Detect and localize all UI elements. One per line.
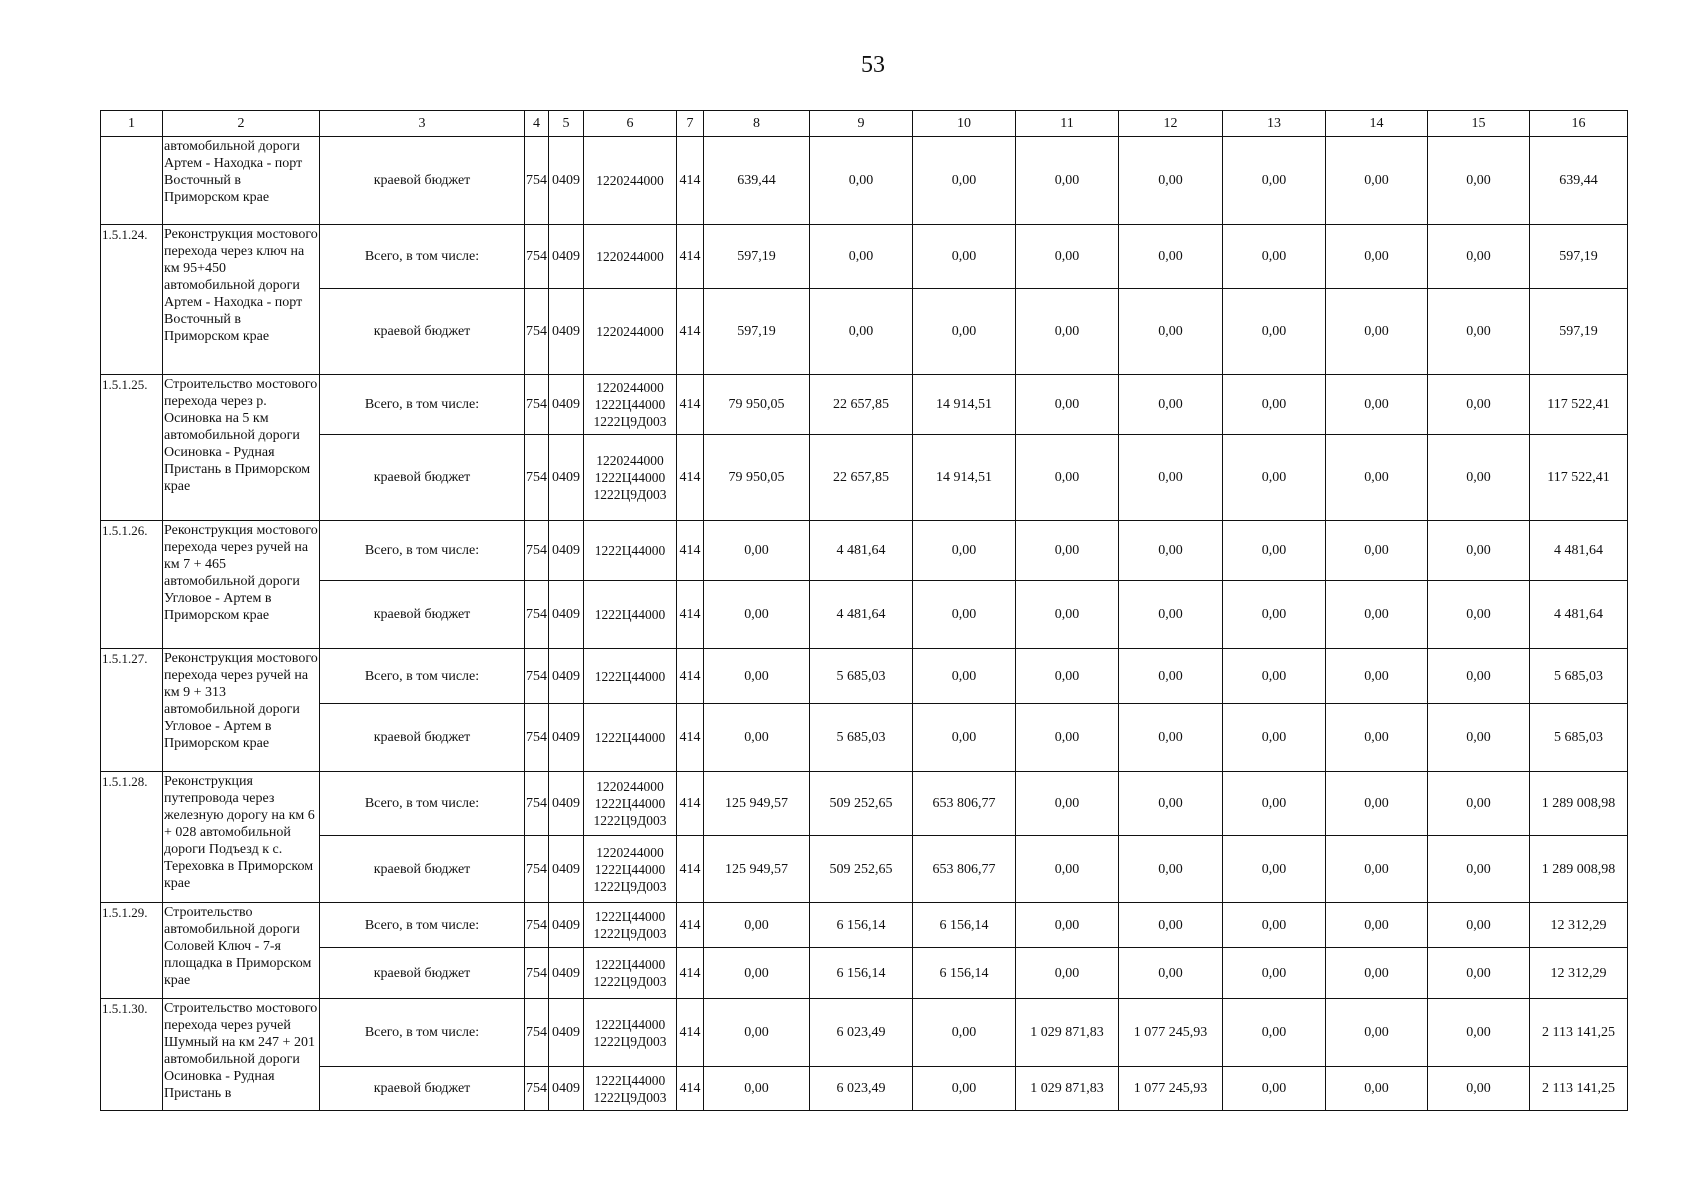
amount-col-14: 0,00 [1326, 435, 1428, 521]
amount-col-11: 0,00 [1016, 521, 1119, 581]
amount-col-15: 0,00 [1428, 772, 1530, 836]
code-section: 0409 [549, 137, 584, 225]
amount-col-14: 0,00 [1326, 1067, 1428, 1111]
item-description: Реконструкция путепровода через железную дорогу на км 6 + 028 автомобильной дороги Подъезд к с. Тереховка в Приморском крае [163, 772, 320, 903]
amount-col-9: 5 685,03 [810, 649, 913, 704]
amount-col-12: 0,00 [1119, 772, 1223, 836]
code-department: 754 [525, 999, 549, 1067]
table-row [101, 225, 1628, 289]
amount-col-11: 0,00 [1016, 225, 1119, 289]
item-description: Реконструкция мостового перехода через ручей на км 7 + 465 автомобильной дороги Угловое - Артем в Приморском крае [163, 521, 320, 649]
item-number: 1.5.1.27. [101, 649, 163, 772]
code-department: 754 [525, 836, 549, 903]
column-header-13: 13 [1223, 111, 1326, 137]
item-description: Реконструкция мостового перехода через ключ на км 95+450 автомобильной дороги Артем - Находка - порт Восточный в Приморском крае [163, 225, 320, 375]
amount-col-8: 0,00 [704, 581, 810, 649]
column-header-2: 2 [163, 111, 320, 137]
column-header-4: 4 [525, 111, 549, 137]
column-header-6: 6 [584, 111, 677, 137]
amount-col-14: 0,00 [1326, 375, 1428, 435]
amount-col-8: 0,00 [704, 521, 810, 581]
code-section: 0409 [549, 999, 584, 1067]
page-number: 53 [861, 52, 885, 78]
amount-col-12: 0,00 [1119, 289, 1223, 375]
amount-col-11: 0,00 [1016, 903, 1119, 948]
amount-col-11: 0,00 [1016, 375, 1119, 435]
code-target-article: 1220244000 1222Ц44000 1222Ц9Д003 [584, 772, 677, 836]
amount-col-16: 597,19 [1530, 225, 1628, 289]
amount-col-8: 79 950,05 [704, 435, 810, 521]
code-expense-type: 414 [677, 649, 704, 704]
amount-col-11: 0,00 [1016, 581, 1119, 649]
amount-col-11: 0,00 [1016, 704, 1119, 772]
amount-col-11: 1 029 871,83 [1016, 999, 1119, 1067]
code-section: 0409 [549, 375, 584, 435]
amount-col-11: 0,00 [1016, 948, 1119, 999]
amount-col-10: 0,00 [913, 1067, 1016, 1111]
amount-col-16: 4 481,64 [1530, 521, 1628, 581]
code-target-article: 1222Ц44000 1222Ц9Д003 [584, 1067, 677, 1111]
column-header-10: 10 [913, 111, 1016, 137]
code-target-article: 1220244000 [584, 225, 677, 289]
amount-col-14: 0,00 [1326, 289, 1428, 375]
amount-col-12: 0,00 [1119, 948, 1223, 999]
code-section: 0409 [549, 1067, 584, 1111]
code-department: 754 [525, 289, 549, 375]
code-expense-type: 414 [677, 1067, 704, 1111]
amount-col-12: 0,00 [1119, 435, 1223, 521]
amount-col-14: 0,00 [1326, 999, 1428, 1067]
amount-col-8: 639,44 [704, 137, 810, 225]
amount-col-15: 0,00 [1428, 999, 1530, 1067]
amount-col-14: 0,00 [1326, 772, 1428, 836]
amount-col-8: 597,19 [704, 225, 810, 289]
code-expense-type: 414 [677, 999, 704, 1067]
column-header-16: 16 [1530, 111, 1628, 137]
amount-col-11: 0,00 [1016, 289, 1119, 375]
code-department: 754 [525, 375, 549, 435]
column-header-11: 11 [1016, 111, 1119, 137]
amount-col-16: 5 685,03 [1530, 704, 1628, 772]
column-header-3: 3 [320, 111, 525, 137]
amount-col-8: 0,00 [704, 1067, 810, 1111]
code-target-article: 1220244000 1222Ц44000 1222Ц9Д003 [584, 836, 677, 903]
amount-col-8: 125 949,57 [704, 772, 810, 836]
amount-col-16: 12 312,29 [1530, 903, 1628, 948]
item-number: 1.5.1.30. [101, 999, 163, 1111]
item-description: Строительство мостового перехода через ручей Шумный на км 247 + 201 автомобильной дороги Осиновка - Рудная Пристань в [163, 999, 320, 1111]
amount-col-15: 0,00 [1428, 521, 1530, 581]
amount-col-15: 0,00 [1428, 1067, 1530, 1111]
funding-source: Всего, в том числе: [320, 999, 525, 1067]
amount-col-10: 0,00 [913, 704, 1016, 772]
amount-col-16: 597,19 [1530, 289, 1628, 375]
amount-col-10: 14 914,51 [913, 435, 1016, 521]
code-department: 754 [525, 225, 549, 289]
amount-col-12: 0,00 [1119, 225, 1223, 289]
amount-col-13: 0,00 [1223, 948, 1326, 999]
table-row [101, 649, 1628, 704]
amount-col-10: 653 806,77 [913, 836, 1016, 903]
funding-source: краевой бюджет [320, 289, 525, 375]
amount-col-15: 0,00 [1428, 948, 1530, 999]
item-number: 1.5.1.29. [101, 903, 163, 999]
amount-col-12: 0,00 [1119, 521, 1223, 581]
funding-source: краевой бюджет [320, 948, 525, 999]
amount-col-13: 0,00 [1223, 225, 1326, 289]
item-description: Строительство мостового перехода через р. Осиновка на 5 км автомобильной дороги Осиновка - Рудная Пристань в Приморском крае [163, 375, 320, 521]
amount-col-12: 0,00 [1119, 581, 1223, 649]
column-header-1: 1 [101, 111, 163, 137]
amount-col-10: 6 156,14 [913, 948, 1016, 999]
amount-col-15: 0,00 [1428, 375, 1530, 435]
amount-col-13: 0,00 [1223, 649, 1326, 704]
amount-col-12: 0,00 [1119, 836, 1223, 903]
code-section: 0409 [549, 521, 584, 581]
funding-source: Всего, в том числе: [320, 521, 525, 581]
code-department: 754 [525, 521, 549, 581]
code-department: 754 [525, 1067, 549, 1111]
funding-source: краевой бюджет [320, 704, 525, 772]
amount-col-9: 6 156,14 [810, 948, 913, 999]
funding-source: Всего, в том числе: [320, 903, 525, 948]
amount-col-16: 117 522,41 [1530, 375, 1628, 435]
amount-col-12: 0,00 [1119, 903, 1223, 948]
column-header-9: 9 [810, 111, 913, 137]
amount-col-15: 0,00 [1428, 289, 1530, 375]
funding-source: краевой бюджет [320, 1067, 525, 1111]
code-department: 754 [525, 948, 549, 999]
table-row [101, 137, 1628, 225]
amount-col-14: 0,00 [1326, 137, 1428, 225]
funding-source: Всего, в том числе: [320, 375, 525, 435]
amount-col-8: 0,00 [704, 948, 810, 999]
code-section: 0409 [549, 948, 584, 999]
amount-col-8: 597,19 [704, 289, 810, 375]
amount-col-9: 4 481,64 [810, 521, 913, 581]
amount-col-13: 0,00 [1223, 581, 1326, 649]
amount-col-13: 0,00 [1223, 999, 1326, 1067]
amount-col-14: 0,00 [1326, 649, 1428, 704]
code-expense-type: 414 [677, 521, 704, 581]
amount-col-14: 0,00 [1326, 836, 1428, 903]
amount-col-15: 0,00 [1428, 836, 1530, 903]
code-expense-type: 414 [677, 772, 704, 836]
column-header-5: 5 [549, 111, 584, 137]
amount-col-9: 0,00 [810, 137, 913, 225]
amount-col-16: 117 522,41 [1530, 435, 1628, 521]
amount-col-16: 1 289 008,98 [1530, 772, 1628, 836]
amount-col-9: 22 657,85 [810, 375, 913, 435]
code-section: 0409 [549, 903, 584, 948]
amount-col-13: 0,00 [1223, 435, 1326, 521]
code-expense-type: 414 [677, 948, 704, 999]
amount-col-10: 0,00 [913, 999, 1016, 1067]
amount-col-10: 0,00 [913, 521, 1016, 581]
code-expense-type: 414 [677, 289, 704, 375]
amount-col-15: 0,00 [1428, 704, 1530, 772]
amount-col-11: 0,00 [1016, 649, 1119, 704]
table-row [101, 772, 1628, 836]
amount-col-9: 4 481,64 [810, 581, 913, 649]
amount-col-14: 0,00 [1326, 225, 1428, 289]
table-row [101, 999, 1628, 1067]
header-row [101, 111, 1628, 137]
amount-col-16: 1 289 008,98 [1530, 836, 1628, 903]
table-row [101, 581, 1628, 649]
amount-col-15: 0,00 [1428, 649, 1530, 704]
amount-col-16: 4 481,64 [1530, 581, 1628, 649]
amount-col-13: 0,00 [1223, 137, 1326, 225]
table-row [101, 948, 1628, 999]
code-target-article: 1222Ц44000 [584, 521, 677, 581]
table-row [101, 836, 1628, 903]
amount-col-13: 0,00 [1223, 704, 1326, 772]
amount-col-14: 0,00 [1326, 521, 1428, 581]
code-expense-type: 414 [677, 704, 704, 772]
code-expense-type: 414 [677, 435, 704, 521]
amount-col-9: 22 657,85 [810, 435, 913, 521]
amount-col-16: 639,44 [1530, 137, 1628, 225]
code-target-article: 1220244000 1222Ц44000 1222Ц9Д003 [584, 375, 677, 435]
amount-col-10: 0,00 [913, 581, 1016, 649]
amount-col-13: 0,00 [1223, 903, 1326, 948]
column-header-7: 7 [677, 111, 704, 137]
amount-col-9: 6 156,14 [810, 903, 913, 948]
amount-col-12: 0,00 [1119, 704, 1223, 772]
funding-source: краевой бюджет [320, 581, 525, 649]
amount-col-12: 0,00 [1119, 375, 1223, 435]
code-section: 0409 [549, 772, 584, 836]
amount-col-12: 0,00 [1119, 649, 1223, 704]
amount-col-9: 0,00 [810, 225, 913, 289]
amount-col-14: 0,00 [1326, 581, 1428, 649]
code-target-article: 1220244000 1222Ц44000 1222Ц9Д003 [584, 435, 677, 521]
funding-source: Всего, в том числе: [320, 225, 525, 289]
column-header-8: 8 [704, 111, 810, 137]
amount-col-11: 0,00 [1016, 137, 1119, 225]
code-department: 754 [525, 903, 549, 948]
code-target-article: 1222Ц44000 1222Ц9Д003 [584, 999, 677, 1067]
amount-col-8: 79 950,05 [704, 375, 810, 435]
table-row [101, 435, 1628, 521]
code-section: 0409 [549, 704, 584, 772]
amount-col-14: 0,00 [1326, 903, 1428, 948]
code-target-article: 1222Ц44000 1222Ц9Д003 [584, 948, 677, 999]
item-number: 1.5.1.28. [101, 772, 163, 903]
code-department: 754 [525, 137, 549, 225]
amount-col-16: 2 113 141,25 [1530, 999, 1628, 1067]
amount-col-16: 12 312,29 [1530, 948, 1628, 999]
code-expense-type: 414 [677, 581, 704, 649]
item-description: автомобильной дороги Артем - Находка - порт Восточный в Приморском крае [163, 137, 320, 225]
code-target-article: 1222Ц44000 [584, 704, 677, 772]
table-row [101, 704, 1628, 772]
amount-col-10: 14 914,51 [913, 375, 1016, 435]
code-section: 0409 [549, 581, 584, 649]
item-number: 1.5.1.24. [101, 225, 163, 375]
funding-source: Всего, в том числе: [320, 649, 525, 704]
code-expense-type: 414 [677, 137, 704, 225]
code-department: 754 [525, 649, 549, 704]
table-row [101, 1067, 1628, 1111]
code-section: 0409 [549, 225, 584, 289]
code-expense-type: 414 [677, 375, 704, 435]
amount-col-15: 0,00 [1428, 225, 1530, 289]
amount-col-9: 5 685,03 [810, 704, 913, 772]
amount-col-11: 0,00 [1016, 772, 1119, 836]
table-row [101, 289, 1628, 375]
code-section: 0409 [549, 836, 584, 903]
table-row [101, 903, 1628, 948]
code-section: 0409 [549, 289, 584, 375]
amount-col-13: 0,00 [1223, 521, 1326, 581]
amount-col-13: 0,00 [1223, 375, 1326, 435]
code-expense-type: 414 [677, 836, 704, 903]
amount-col-15: 0,00 [1428, 581, 1530, 649]
funding-source: краевой бюджет [320, 836, 525, 903]
amount-col-10: 0,00 [913, 289, 1016, 375]
amount-col-10: 653 806,77 [913, 772, 1016, 836]
amount-col-9: 6 023,49 [810, 1067, 913, 1111]
amount-col-8: 0,00 [704, 649, 810, 704]
amount-col-9: 0,00 [810, 289, 913, 375]
amount-col-12: 1 077 245,93 [1119, 1067, 1223, 1111]
code-expense-type: 414 [677, 903, 704, 948]
table-row [101, 375, 1628, 435]
amount-col-9: 6 023,49 [810, 999, 913, 1067]
code-target-article: 1222Ц44000 [584, 581, 677, 649]
code-department: 754 [525, 704, 549, 772]
amount-col-13: 0,00 [1223, 836, 1326, 903]
amount-col-15: 0,00 [1428, 137, 1530, 225]
column-header-12: 12 [1119, 111, 1223, 137]
code-department: 754 [525, 581, 549, 649]
column-header-15: 15 [1428, 111, 1530, 137]
code-department: 754 [525, 435, 549, 521]
budget-table [100, 110, 1628, 1111]
amount-col-13: 0,00 [1223, 772, 1326, 836]
amount-col-8: 0,00 [704, 903, 810, 948]
amount-col-11: 0,00 [1016, 836, 1119, 903]
item-description: Строительство автомобильной дороги Соловей Ключ - 7-я площадка в Приморском крае [163, 903, 320, 999]
amount-col-16: 5 685,03 [1530, 649, 1628, 704]
amount-col-13: 0,00 [1223, 289, 1326, 375]
funding-source: краевой бюджет [320, 137, 525, 225]
amount-col-8: 0,00 [704, 704, 810, 772]
column-header-14: 14 [1326, 111, 1428, 137]
amount-col-8: 125 949,57 [704, 836, 810, 903]
table-row [101, 521, 1628, 581]
amount-col-15: 0,00 [1428, 435, 1530, 521]
code-department: 754 [525, 772, 549, 836]
amount-col-10: 0,00 [913, 225, 1016, 289]
amount-col-13: 0,00 [1223, 1067, 1326, 1111]
amount-col-14: 0,00 [1326, 704, 1428, 772]
amount-col-12: 1 077 245,93 [1119, 999, 1223, 1067]
item-description: Реконструкция мостового перехода через ручей на км 9 + 313 автомобильной дороги Угловое - Артем в Приморском крае [163, 649, 320, 772]
item-number: 1.5.1.26. [101, 521, 163, 649]
item-number [101, 137, 163, 225]
code-section: 0409 [549, 649, 584, 704]
code-section: 0409 [549, 435, 584, 521]
item-number: 1.5.1.25. [101, 375, 163, 521]
amount-col-16: 2 113 141,25 [1530, 1067, 1628, 1111]
amount-col-12: 0,00 [1119, 137, 1223, 225]
code-expense-type: 414 [677, 225, 704, 289]
amount-col-11: 1 029 871,83 [1016, 1067, 1119, 1111]
code-target-article: 1220244000 [584, 137, 677, 225]
amount-col-15: 0,00 [1428, 903, 1530, 948]
funding-source: краевой бюджет [320, 435, 525, 521]
code-target-article: 1220244000 [584, 289, 677, 375]
amount-col-11: 0,00 [1016, 435, 1119, 521]
amount-col-10: 0,00 [913, 137, 1016, 225]
code-target-article: 1222Ц44000 1222Ц9Д003 [584, 903, 677, 948]
amount-col-10: 0,00 [913, 649, 1016, 704]
amount-col-9: 509 252,65 [810, 772, 913, 836]
code-target-article: 1222Ц44000 [584, 649, 677, 704]
amount-col-14: 0,00 [1326, 948, 1428, 999]
amount-col-9: 509 252,65 [810, 836, 913, 903]
amount-col-8: 0,00 [704, 999, 810, 1067]
amount-col-10: 6 156,14 [913, 903, 1016, 948]
funding-source: Всего, в том числе: [320, 772, 525, 836]
